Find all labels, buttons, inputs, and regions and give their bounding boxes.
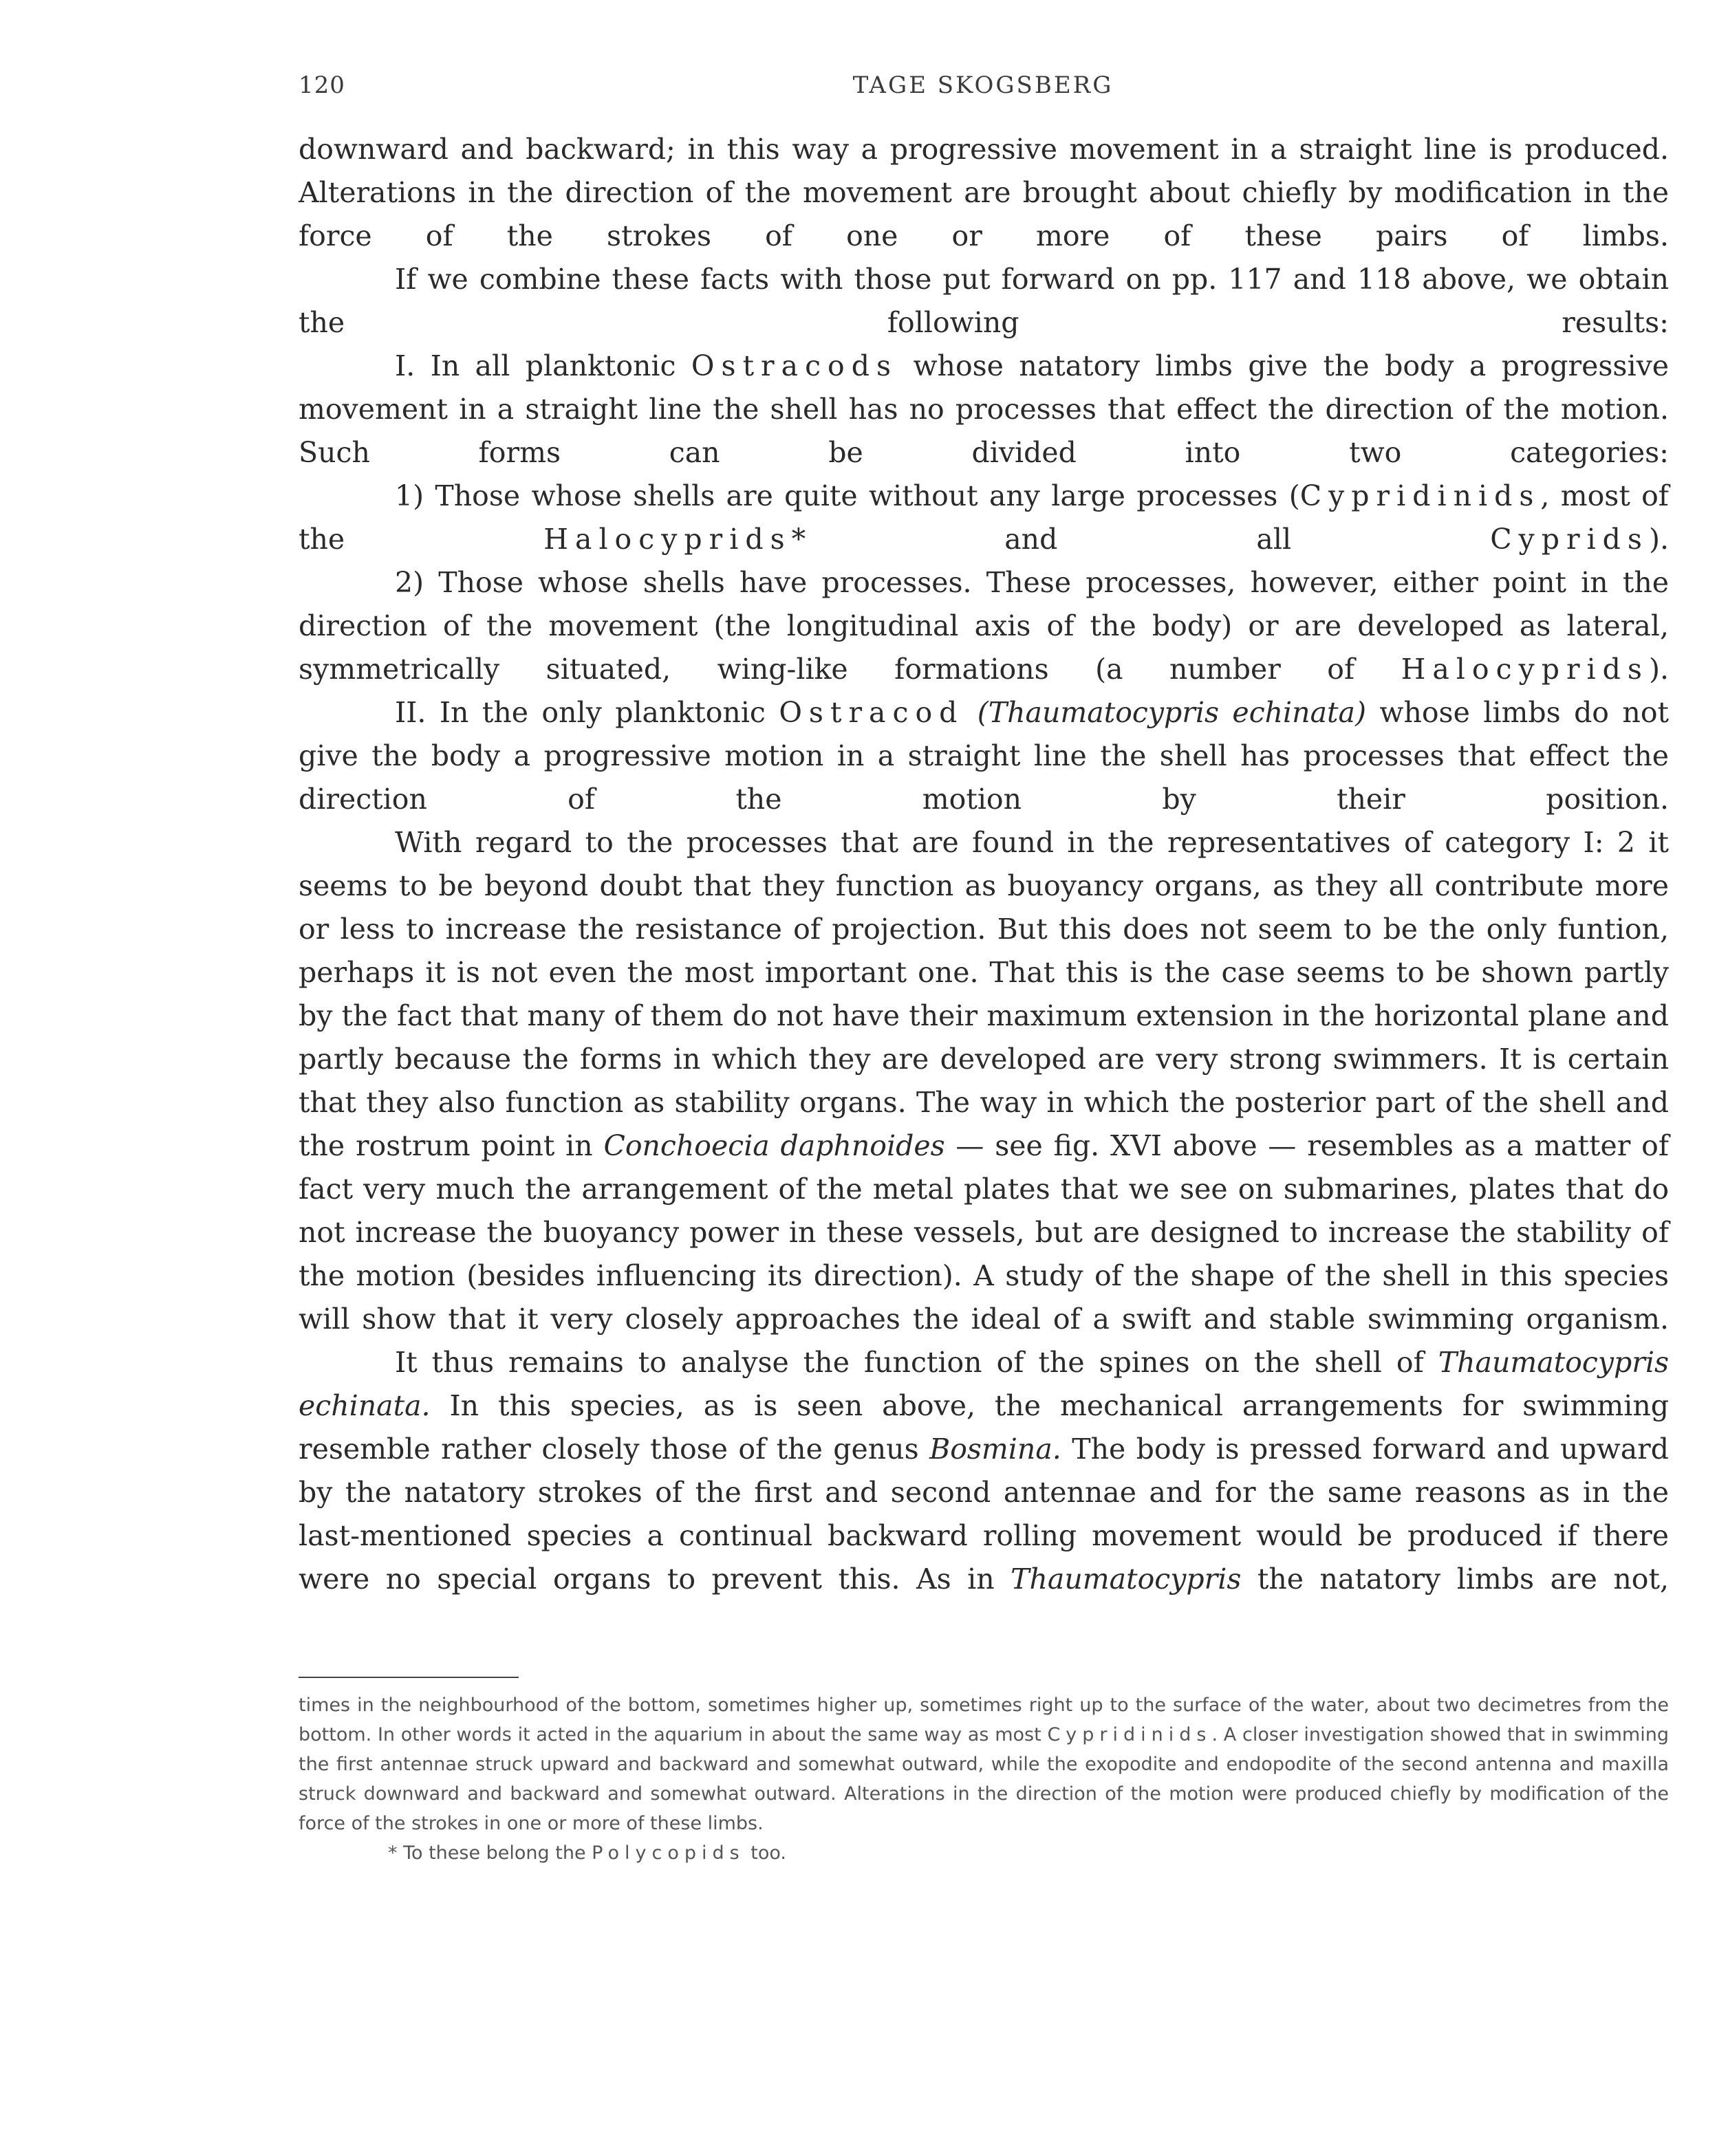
spaced-term: Cypridinids: [1047, 1724, 1212, 1745]
paragraph-point-1: [299, 345, 1669, 475]
spaced-term: Cyprids: [1490, 523, 1649, 556]
text-run: times in the neighbourhood of the bottom, sometimes higher up, sometimes right up to the surface of the water, about two decimetres from the bottom. In other words it acted in the aquarium in about the same way as most: [299, 1695, 1669, 1745]
spaced-term: Halocyprids: [1401, 653, 1649, 686]
text-run: 2) Those whose shells have processes. These processes, however, either point in the direction of the movement (the longitudinal axis of the body) or are developed as lateral, symmetrically situated, wing-like formations (a number of: [299, 566, 1669, 686]
genus-name: Bosmina.: [929, 1433, 1061, 1466]
text-run: the natatory limbs are not,: [1241, 1562, 1669, 1596]
text-run: With regard to the processes that are found in the representatives of category I: 2 it seems to be beyond doubt that they function as buoyancy organs, as they all contribute more or less to increase the resistance of projection. But this does not seem to be the only funtion, perhaps it is not even the most important one. That this is the case seems to be shown partly by the fact that many of them do not have their maximum extension in the horizontal plane and partly because the forms in which they are developed are very strong swimmers. It is certain that they also function as stability organs. The way in which the posterior part of the shell and the rostrum point in: [299, 826, 1669, 1162]
text-run: whose natatory limbs give the body a progressive movement in a straight line the shell has no processes that effect the direction of the motion. Such forms can be divided into two categories:: [299, 349, 1669, 469]
paragraph-processes: [299, 821, 1669, 1341]
footnotes: [299, 1690, 1669, 1868]
text-run: In this species, as is seen above, the mechanical arrangements for swimming resemble rather closely those of the genus: [299, 1389, 1669, 1466]
paragraph-point-1-2: [299, 561, 1669, 691]
paragraph-spines: [299, 1341, 1669, 1601]
text-run: , most of the: [299, 479, 1669, 556]
species-name: Thaumatocypris echinata.: [299, 1346, 1669, 1422]
paragraph-point-1-1: [299, 475, 1669, 561]
main-text: [299, 128, 1669, 1601]
text-run: The body is pressed forward and upward by the natatory strokes of the first and second antennae and for the same reasons as in the last-mentioned species a continual backward rolling movement would be produced if there were no special organs to prevent this. As in: [299, 1433, 1669, 1596]
text-run: — see fig. XVI above — resembles as a matter of fact very much the arrangement of the metal plates that we see on submarines, plates that do not increase the buoyancy power in these vessels, but are designed to increase the stability of the motion (besides influencing its direction). A study of the shape of the shell in this species will show that it very closely approaches the ideal of a swift and stable swimming organism.: [299, 1129, 1669, 1336]
text-run: downward and backward; in this way a progressive movement in a straight line is produced. Alterations in the direction of the movement are brought about chiefly by modification in the force of the strokes of one or more of these pairs of limbs.: [299, 133, 1669, 252]
text-run: I. In all planktonic: [395, 349, 691, 382]
spaced-term: Cypridinids: [1299, 479, 1541, 512]
text-run: * and all: [791, 523, 1491, 556]
text-run: If we combine these facts with those put forward on pp. 117 and 118 above, we obtain the following results:: [299, 263, 1669, 339]
spaced-term: Ostracod: [779, 696, 964, 729]
page-number: 120: [299, 72, 345, 99]
running-title: TAGE SKOGSBERG: [852, 72, 1114, 99]
spaced-term: Halocyprids: [543, 523, 792, 556]
running-head: [299, 72, 1667, 110]
paragraph-results-intro: [299, 258, 1669, 345]
text-run: too.: [744, 1842, 787, 1864]
species-name: Conchoecia daphnoides: [603, 1129, 945, 1162]
text-run: * To these belong the: [388, 1842, 592, 1864]
spaced-term: Polycopids: [592, 1842, 745, 1864]
footnote-star: [299, 1838, 1669, 1868]
spaced-term: Ostracods: [691, 349, 898, 382]
footnote-continuation: [299, 1690, 1669, 1838]
text-run: II. In the only planktonic: [395, 696, 779, 729]
paragraph-continuation: [299, 128, 1669, 258]
text-run: ).: [1648, 523, 1669, 556]
text-run: whose limbs do not give the body a progressive motion in a straight line the shell has processes that effect the direction of the motion by their position.: [299, 696, 1669, 816]
text-run: ).: [1648, 653, 1669, 686]
footnote-rule: [299, 1677, 519, 1678]
species-name: (Thaumatocypris echinata): [964, 696, 1366, 729]
text-run: . A closer investigation showed that in swimming the first antennae struck upward and backward and somewhat outward, while the exopodite and endopodite of the second antenna and maxilla struck downward and backward and somewhat outward. Alterations in the direction of the motion were produced chiefly by modification of the force of the strokes in one or more of these limbs.: [299, 1724, 1669, 1834]
genus-name: Thaumatocypris: [1011, 1562, 1242, 1596]
paragraph-point-2: [299, 691, 1669, 821]
text-run: It thus remains to analyse the function of the spines on the shell of: [395, 1346, 1438, 1379]
text-run: 1) Those whose shells are quite without any large processes (: [395, 479, 1300, 512]
